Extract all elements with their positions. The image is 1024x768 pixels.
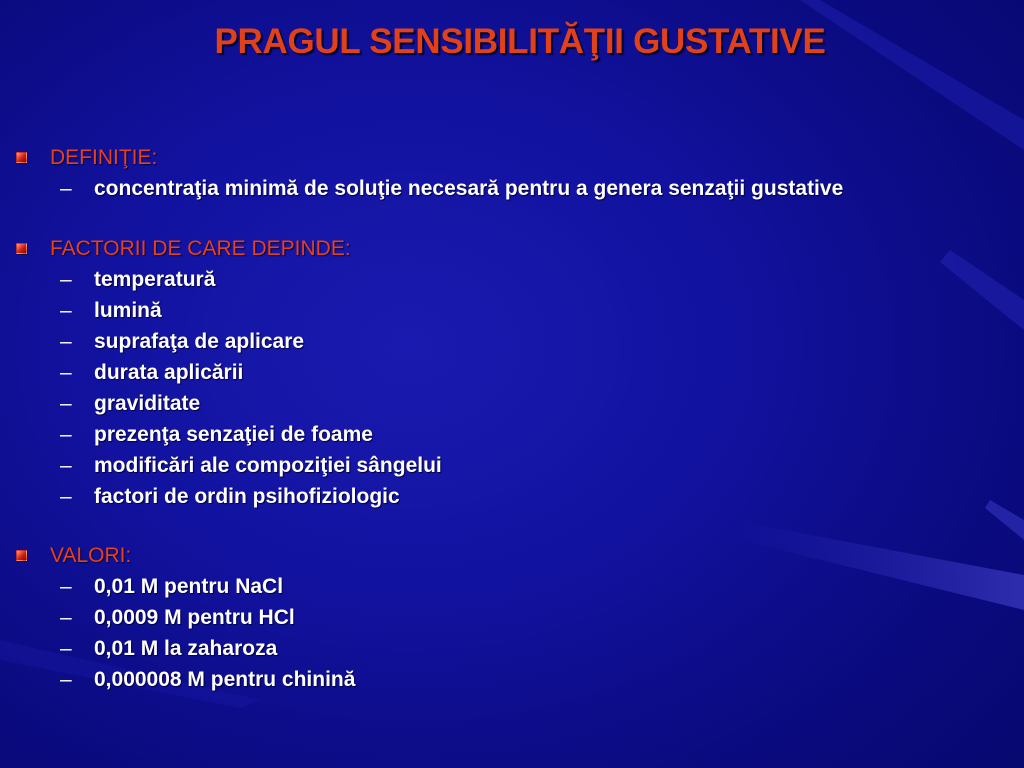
list-item-text: factori de ordin psihofiziologic xyxy=(94,485,400,508)
dash-bullet-icon: – xyxy=(60,575,72,598)
section-heading-text: DEFINIŢIE: xyxy=(50,146,158,169)
list-item-text: concentraţia minimă de soluţie necesară pentru a genera senzaţii gustative xyxy=(94,177,844,200)
dash-bullet-icon: – xyxy=(60,330,72,353)
list-item-text: graviditate xyxy=(94,392,201,415)
section-heading-text: VALORI: xyxy=(50,544,132,567)
list-item xyxy=(0,173,1024,204)
list-item-text: 0,000008 M pentru chinină xyxy=(94,668,356,691)
list-item xyxy=(0,450,1024,481)
dash-bullet-icon: – xyxy=(60,637,72,660)
list-item-text: prezenţa senzaţiei de foame xyxy=(94,423,373,446)
section-heading xyxy=(0,233,1024,264)
list-item-text: 0,01 M pentru NaCl xyxy=(94,575,284,598)
dash-bullet-icon: – xyxy=(60,668,72,691)
red-square-bullet-icon xyxy=(16,550,27,561)
dash-bullet-icon: – xyxy=(60,485,72,508)
list-item-text: lumină xyxy=(94,299,162,322)
section-factorii xyxy=(0,233,1024,512)
dash-bullet-icon: – xyxy=(60,177,72,200)
red-square-bullet-icon xyxy=(16,152,27,163)
list-item xyxy=(0,357,1024,388)
list-item xyxy=(0,481,1024,512)
list-item xyxy=(0,326,1024,357)
slide-title: PRAGUL SENSIBILITĂŢII GUSTATIVE xyxy=(214,22,826,61)
dash-bullet-icon: – xyxy=(60,423,72,446)
section-heading xyxy=(0,142,1024,173)
section-item-list xyxy=(0,173,1024,204)
red-square-bullet-icon xyxy=(16,243,27,254)
dash-bullet-icon: – xyxy=(60,454,72,477)
dash-bullet-icon: – xyxy=(60,606,72,629)
section-definitie xyxy=(0,142,1024,204)
dash-bullet-icon: – xyxy=(60,299,72,322)
section-item-list xyxy=(0,571,1024,695)
list-item-text: 0,01 M la zaharoza xyxy=(94,637,278,660)
dash-bullet-icon: – xyxy=(60,392,72,415)
list-item-text: durata aplicării xyxy=(94,361,244,384)
list-item xyxy=(0,264,1024,295)
dash-bullet-icon: – xyxy=(60,361,72,384)
list-item-text: temperatură xyxy=(94,268,216,291)
list-item xyxy=(0,633,1024,664)
section-valori xyxy=(0,540,1024,695)
list-item xyxy=(0,419,1024,450)
section-heading-text: FACTORII DE CARE DEPINDE: xyxy=(50,237,351,260)
section-heading xyxy=(0,540,1024,571)
list-item xyxy=(0,295,1024,326)
list-item-text: suprafaţa de aplicare xyxy=(94,330,305,353)
list-item xyxy=(0,571,1024,602)
list-item-text: modificări ale compoziţiei sângelui xyxy=(94,454,442,477)
section-item-list xyxy=(0,264,1024,512)
list-item xyxy=(0,664,1024,695)
list-item xyxy=(0,388,1024,419)
list-item-text: 0,0009 M pentru HCl xyxy=(94,606,295,629)
list-item xyxy=(0,602,1024,633)
dash-bullet-icon: – xyxy=(60,268,72,291)
